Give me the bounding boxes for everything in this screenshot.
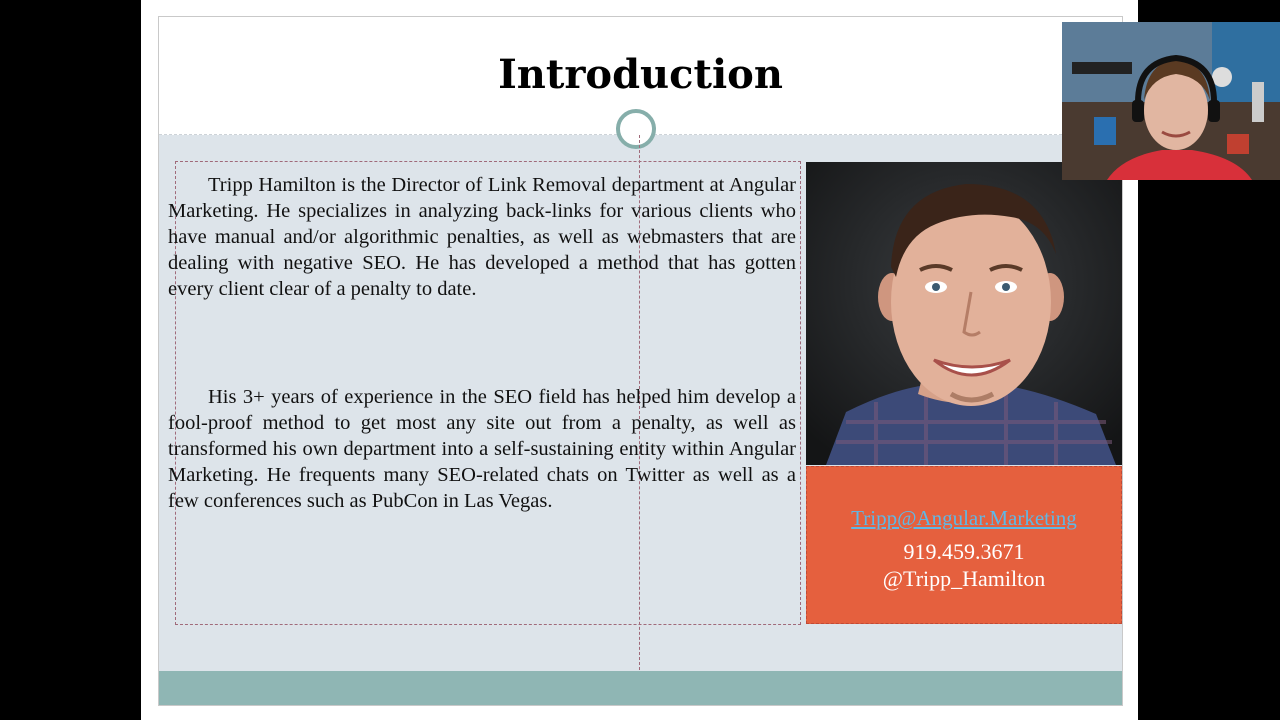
bio-paragraph-2: His 3+ years of experience in the SEO field has helped him develop a fool-proof method to get most any site out from a penalty, as well as transformed his own department into a self-sustaining entity within Angular Marketing. He frequents many SEO-related chats on Twitter as well as a few conferences such as PubCon in Las Vegas. (168, 386, 796, 512)
email-link[interactable]: Tripp@Angular.Marketing (851, 506, 1077, 530)
bio-paragraph-1: Tripp Hamilton is the Director of Link Removal department at Angular Marketing. He specializes in analyzing back-links for various clients who have manual and/or algorithmic penalties, as well as webmasters that are dealing with negative SEO. He has developed a method that has gotten every client clear of a penalty to date. (168, 174, 796, 300)
slide-title: Introduction (498, 51, 783, 98)
text-placeholder-box (168, 161, 801, 625)
slide (158, 16, 1123, 706)
webcam-illustration (1062, 22, 1280, 180)
portrait-photo-icon (806, 162, 1122, 465)
phone-number: 919.459.3671 (903, 539, 1025, 564)
contact-box (806, 466, 1122, 624)
footer-band (159, 671, 1122, 705)
title-ring-ornament-icon (616, 109, 656, 149)
webcam-feed-icon (1062, 22, 1280, 180)
portrait-illustration (806, 162, 1122, 465)
twitter-handle: @Tripp_Hamilton (882, 566, 1046, 591)
ring-inner (624, 117, 648, 141)
presentation-page (141, 0, 1138, 720)
